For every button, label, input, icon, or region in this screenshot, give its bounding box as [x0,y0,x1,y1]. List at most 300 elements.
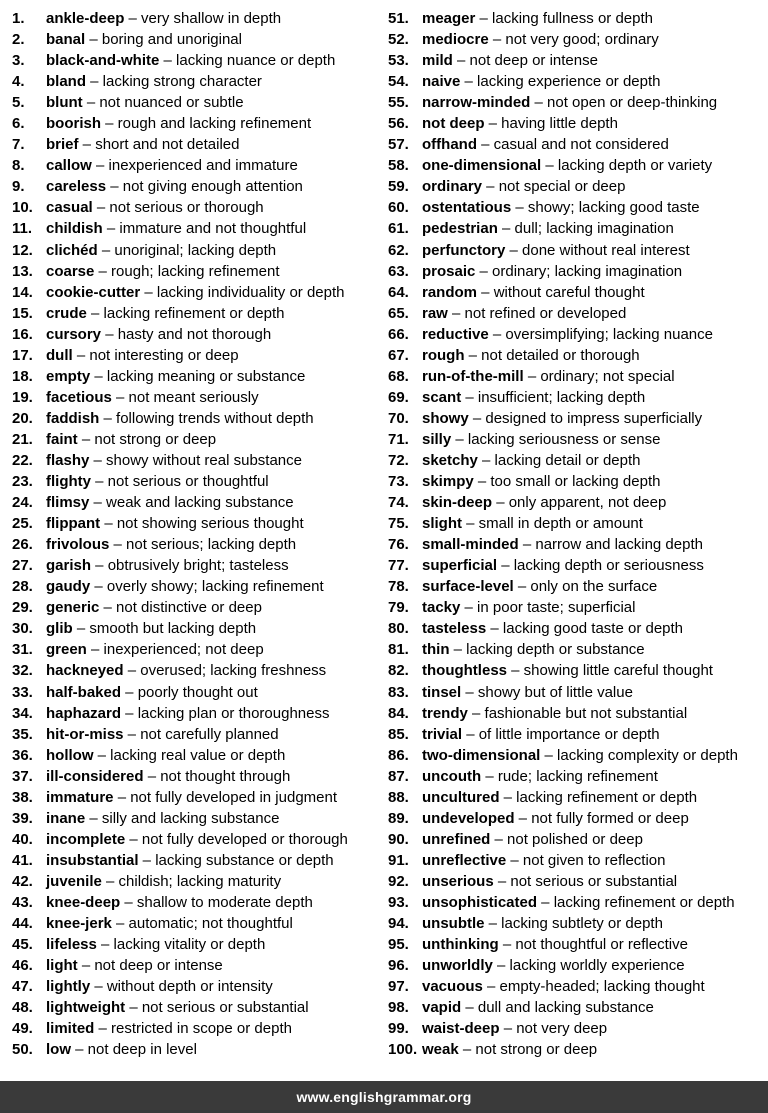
item-definition: – small in depth or amount [462,515,643,533]
list-item [12,240,380,261]
item-word: immature [46,788,114,806]
item-word: garish [46,557,92,575]
item-number: 21. [12,430,33,448]
item-number: 36. [12,746,33,764]
item-number: 93. [388,893,409,911]
item-definition: – not giving enough attention [106,178,303,196]
list-item [388,1039,764,1060]
item-number: 98. [388,999,409,1017]
item-definition: – narrow and lacking depth [518,536,703,554]
item-word: narrow-minded [422,94,531,112]
item-word: childish [46,220,103,238]
item-word: knee-deep [46,893,121,911]
item-word: prosaic [422,262,476,280]
list-item [388,618,764,639]
item-word: frivolous [46,536,110,554]
item-word: trendy [422,704,468,722]
list-item [12,745,380,766]
item-definition: – not serious or substantial [125,999,309,1017]
item-number: 71. [388,430,409,448]
item-number: 8. [12,157,25,175]
list-item [12,366,380,387]
list-item [12,261,380,282]
item-number: 91. [388,851,409,869]
item-number: 73. [388,473,409,491]
item-number: 9. [12,178,25,196]
item-number: 43. [12,893,33,911]
item-number: 68. [388,367,409,385]
item-number: 54. [388,73,409,91]
item-definition: – lacking detail or depth [477,451,641,469]
item-word: empty [46,367,91,385]
item-definition: – inexperienced and immature [91,157,298,175]
list-item [12,387,380,408]
item-word: undeveloped [422,809,515,827]
item-word: banal [46,31,86,49]
list-item [12,8,380,29]
item-definition: – not refined or developed [447,304,627,322]
item-definition: – lacking vitality or depth [96,936,266,954]
list-item [388,29,764,50]
list-item [12,766,380,787]
item-definition: – not fully formed or deep [514,809,689,827]
item-word: callow [46,157,92,175]
word-list-column-right [388,8,764,1060]
item-number: 94. [388,915,409,933]
item-definition: – too small or lacking depth [473,473,661,491]
item-word: showy [422,409,469,427]
item-definition: – immature and not thoughtful [102,220,307,238]
item-definition: – only apparent, not deep [492,494,667,512]
list-item [12,324,380,345]
item-definition: – not interesting or deep [72,346,239,364]
list-item [12,303,380,324]
footer-website-link[interactable]: www.englishgrammar.org [296,1089,472,1105]
list-item [12,29,380,50]
item-word: gaudy [46,578,91,596]
item-definition: – not showing serious thought [100,515,304,533]
item-definition: – silly and lacking substance [85,809,280,827]
item-definition: – lacking experience or depth [460,73,661,91]
item-number: 86. [388,746,409,764]
list-item [388,703,764,724]
list-item [388,197,764,218]
list-item [388,113,764,134]
item-definition: – rough; lacking refinement [94,262,280,280]
list-item [12,808,380,829]
item-number: 57. [388,136,409,154]
item-word: waist-deep [422,1020,500,1038]
item-word: facetious [46,388,112,406]
item-definition: – lacking complexity or depth [540,746,738,764]
list-item [12,218,380,239]
item-number: 4. [12,73,25,91]
item-word: reductive [422,325,489,343]
item-number: 3. [12,52,25,70]
item-definition: – having little depth [484,115,618,133]
item-definition: – lacking good taste or depth [486,620,684,638]
list-item [12,871,380,892]
item-definition: – very shallow in depth [124,10,282,27]
item-word: knee-jerk [46,915,112,933]
list-item [12,682,380,703]
item-definition: – lacking refinement or depth [86,304,285,322]
item-word: inane [46,809,86,827]
item-definition: – not thoughtful or reflective [498,936,688,954]
item-definition: – childish; lacking maturity [101,872,282,890]
list-item [388,303,764,324]
item-number: 65. [388,304,409,322]
item-number: 99. [388,1020,409,1038]
item-word: flippant [46,515,101,533]
list-item [388,892,764,913]
item-number: 67. [388,346,409,364]
item-word: boorish [46,115,101,133]
item-number: 13. [12,262,33,280]
item-word: insubstantial [46,851,139,869]
item-definition: – automatic; not thoughtful [111,915,293,933]
item-definition: – lacking depth or substance [449,641,645,659]
item-word: ill-considered [46,767,144,785]
item-definition: – lacking depth or seriousness [497,557,704,575]
item-definition: – dull and lacking substance [461,999,654,1017]
item-number: 72. [388,451,409,469]
item-number: 30. [12,620,33,638]
list-item [12,176,380,197]
list-item [388,745,764,766]
item-definition: – not strong or deep [77,430,217,448]
item-word: skin-deep [422,494,493,512]
list-item [388,513,764,534]
item-number: 47. [12,978,33,996]
list-item [12,597,380,618]
list-item [388,724,764,745]
list-item [12,534,380,555]
item-definition: – short and not detailed [78,136,240,154]
item-definition: – overused; lacking freshness [123,662,327,680]
list-item [12,787,380,808]
word-list-column-left [12,8,380,1060]
item-word: unserious [422,872,494,890]
item-definition: – rough and lacking refinement [101,115,312,133]
item-definition: – not very deep [499,1020,608,1038]
item-number: 59. [388,178,409,196]
item-word: pedestrian [422,220,498,238]
list-item [388,134,764,155]
item-word: surface-level [422,578,514,596]
item-word: superficial [422,557,498,575]
item-word: naive [422,73,461,91]
item-definition: – following trends without depth [99,409,314,427]
item-number: 25. [12,515,33,533]
item-definition: – lacking depth or variety [541,157,713,175]
item-definition: – hasty and not thorough [101,325,272,343]
list-item [388,366,764,387]
item-word: blunt [46,94,83,112]
list-item [12,555,380,576]
item-definition: – not carefully planned [123,725,279,743]
item-number: 56. [388,115,409,133]
list-item [12,1018,380,1039]
item-definition: – of little importance or depth [462,725,660,743]
item-definition: – without careful thought [477,283,645,301]
list-item [388,324,764,345]
item-word: hollow [46,746,94,764]
item-number: 61. [388,220,409,238]
list-item [12,703,380,724]
item-word: hit-or-miss [46,725,124,743]
item-definition: – not serious; lacking depth [109,536,297,554]
item-definition: – not fully developed or thorough [125,830,348,848]
item-word: thin [422,641,450,659]
item-number: 32. [12,662,33,680]
item-word: tacky [422,599,461,617]
footer-bar [0,1081,768,1113]
item-word: unsophisticated [422,893,538,911]
item-number: 84. [388,704,409,722]
item-number: 55. [388,94,409,112]
item-definition: – oversimplifying; lacking nuance [488,325,713,343]
item-definition: – not deep or intense [77,957,223,975]
item-definition: – not given to reflection [506,851,666,869]
list-item [12,660,380,681]
item-number: 37. [12,767,33,785]
item-definition: – not nuanced or subtle [82,94,244,112]
item-number: 17. [12,346,33,364]
item-number: 79. [388,599,409,617]
item-definition: – smooth but lacking depth [72,620,257,638]
list-item [388,955,764,976]
item-word: perfunctory [422,241,506,259]
list-item [388,871,764,892]
item-number: 35. [12,725,33,743]
item-number: 7. [12,136,25,154]
item-number: 27. [12,557,33,575]
item-definition: – not deep in level [71,1041,197,1059]
item-word: coarse [46,262,95,280]
item-number: 18. [12,367,33,385]
item-definition: – overly showy; lacking refinement [90,578,324,596]
list-item [388,240,764,261]
item-definition: – casual and not considered [476,136,669,154]
item-definition: – boring and unoriginal [85,31,242,49]
list-item [12,197,380,218]
item-number: 46. [12,957,33,975]
item-number: 1. [12,10,25,27]
item-number: 6. [12,115,25,133]
item-number: 49. [12,1020,33,1038]
item-word: lightly [46,978,91,996]
list-item [12,92,380,113]
item-number: 95. [388,936,409,954]
list-item [388,92,764,113]
list-item [388,597,764,618]
item-definition: – inexperienced; not deep [86,641,264,659]
list-item [388,176,764,197]
item-definition: – not serious or thorough [92,199,264,217]
list-item [388,261,764,282]
item-word: one-dimensional [422,157,542,175]
item-number: 83. [388,683,409,701]
item-word: faddish [46,409,100,427]
item-number: 19. [12,388,33,406]
item-number: 11. [12,220,33,238]
list-item [12,892,380,913]
list-item [12,724,380,745]
item-number: 12. [12,241,33,259]
item-definition: – unoriginal; lacking depth [97,241,277,259]
item-word: slight [422,515,462,533]
list-item [388,471,764,492]
item-word: unsubtle [422,915,485,933]
item-word: black-and-white [46,52,160,70]
list-item [388,492,764,513]
item-number: 60. [388,199,409,217]
item-number: 81. [388,641,409,659]
item-number: 89. [388,809,409,827]
item-number: 14. [12,283,33,301]
item-definition: – not polished or deep [490,830,643,848]
list-item [388,787,764,808]
list-item [12,618,380,639]
item-number: 26. [12,536,33,554]
item-word: trivial [422,725,463,743]
item-word: dull [46,346,73,364]
item-number: 39. [12,809,33,827]
item-definition: – empty-headed; lacking thought [482,978,705,996]
item-definition: – not strong or deep [458,1041,598,1059]
item-word: hackneyed [46,662,124,680]
item-number: 2. [12,31,25,49]
item-word: unworldly [422,957,493,975]
item-word: unrefined [422,830,491,848]
item-definition: – shallow to moderate depth [120,893,313,911]
list-item [12,134,380,155]
item-number: 62. [388,241,409,259]
item-definition: – not serious or thoughtful [91,473,269,491]
list-item [388,345,764,366]
item-word: run-of-the-mill [422,367,524,385]
list-item [12,71,380,92]
item-word: mild [422,52,453,70]
list-item [388,429,764,450]
item-definition: – not deep or intense [452,52,598,70]
item-word: generic [46,599,100,617]
list-item [388,829,764,850]
item-definition: – in poor taste; superficial [460,599,636,617]
list-item [388,850,764,871]
item-number: 10. [12,199,33,217]
item-definition: – not open or deep-thinking [530,94,718,112]
item-number: 82. [388,662,409,680]
item-number: 28. [12,578,33,596]
item-word: green [46,641,87,659]
list-item [388,808,764,829]
list-item [12,934,380,955]
item-number: 41. [12,851,33,869]
list-item [388,218,764,239]
item-number: 40. [12,830,33,848]
item-word: raw [422,304,448,322]
item-word: brief [46,136,79,154]
item-number: 85. [388,725,409,743]
item-definition: – lacking meaning or substance [90,367,306,385]
list-item [388,1018,764,1039]
item-word: small-minded [422,536,519,554]
list-item [12,50,380,71]
item-number: 63. [388,262,409,280]
item-definition: – designed to impress superficially [468,409,703,427]
item-definition: – without depth or intensity [90,978,273,996]
item-word: incomplete [46,830,126,848]
item-number: 77. [388,557,409,575]
list-item [12,471,380,492]
item-number: 22. [12,451,33,469]
item-number: 88. [388,788,409,806]
item-word: ankle-deep [46,10,125,27]
list-item [388,155,764,176]
item-number: 70. [388,409,409,427]
item-word: cookie-cutter [46,283,141,301]
list-item [12,829,380,850]
item-definition: – poorly thought out [121,683,258,701]
item-word: bland [46,73,86,91]
item-word: vapid [422,999,462,1017]
item-definition: – lacking subtlety or depth [484,915,663,933]
list-item [388,282,764,303]
list-item [12,997,380,1018]
item-number: 42. [12,872,33,890]
item-definition: – not detailed or thorough [464,346,640,364]
item-word: careless [46,178,107,196]
item-definition: – not special or deep [482,178,626,196]
item-number: 51. [388,10,409,27]
item-number: 20. [12,409,33,427]
item-word: weak [422,1041,459,1059]
item-number: 90. [388,830,409,848]
list-item [388,8,764,29]
item-number: 69. [388,388,409,406]
list-item [12,113,380,134]
item-definition: – not serious or substantial [493,872,678,890]
item-definition: – lacking worldly experience [492,957,685,975]
item-word: limited [46,1020,95,1038]
list-item [12,639,380,660]
item-number: 45. [12,936,33,954]
item-definition: – ordinary; not special [523,367,675,385]
item-word: flimsy [46,494,90,512]
list-item [12,429,380,450]
item-number: 52. [388,31,409,49]
item-word: tinsel [422,683,462,701]
item-definition: – lacking nuance or depth [159,52,336,70]
item-number: 92. [388,872,409,890]
item-definition: – showy; lacking good taste [511,199,700,217]
item-word: random [422,283,478,301]
item-definition: – insufficient; lacking depth [461,388,646,406]
list-item [388,450,764,471]
item-definition: – lacking fullness or depth [475,10,653,27]
item-definition: – dull; lacking imagination [497,220,674,238]
item-word: skimpy [422,473,474,491]
item-number: 53. [388,52,409,70]
item-word: lifeless [46,936,97,954]
list-item [12,408,380,429]
item-word: tasteless [422,620,487,638]
list-item [388,387,764,408]
item-word: ostentatious [422,199,512,217]
item-definition: – lacking substance or depth [138,851,334,869]
